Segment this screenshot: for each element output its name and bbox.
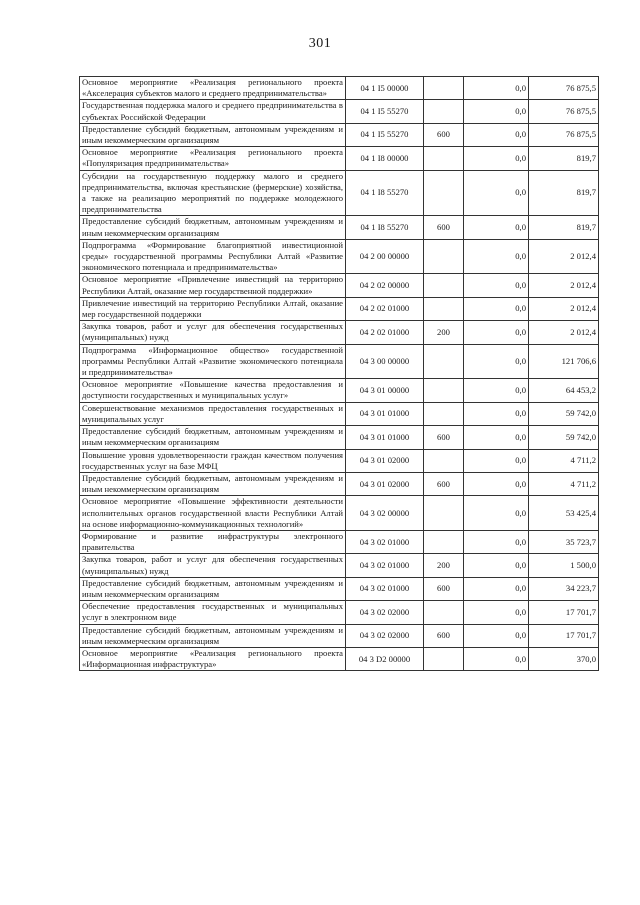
row-description: Привлечение инвестиций на территорию Республики Алтай, оказание мер государственной поддержки bbox=[80, 297, 346, 320]
row-value-2: 2 012,4 bbox=[529, 321, 599, 344]
row-code: 04 3 02 01000 bbox=[346, 577, 424, 600]
row-expense-type bbox=[424, 239, 464, 274]
table-row bbox=[80, 577, 599, 600]
row-value-2: 819,7 bbox=[529, 216, 599, 239]
row-value-2: 370,0 bbox=[529, 647, 599, 670]
table-row bbox=[80, 601, 599, 624]
row-expense-type bbox=[424, 170, 464, 216]
row-code: 04 2 02 00000 bbox=[346, 274, 424, 297]
row-value-2: 2 012,4 bbox=[529, 274, 599, 297]
row-value-1: 0,0 bbox=[464, 321, 529, 344]
row-value-1: 0,0 bbox=[464, 123, 529, 146]
row-code: 04 1 I8 00000 bbox=[346, 147, 424, 170]
row-value-2: 53 425,4 bbox=[529, 496, 599, 531]
row-expense-type: 600 bbox=[424, 123, 464, 146]
row-value-2: 59 742,0 bbox=[529, 426, 599, 449]
row-description: Основное мероприятие «Реализация регионального проекта «Акселерация субъектов малого и среднего предпринимательства» bbox=[80, 77, 346, 100]
row-expense-type bbox=[424, 379, 464, 402]
row-code: 04 3 01 00000 bbox=[346, 379, 424, 402]
row-expense-type: 200 bbox=[424, 554, 464, 577]
row-description: Основное мероприятие «Реализация регионального проекта «Популяризация предпринимательства» bbox=[80, 147, 346, 170]
row-value-2: 2 012,4 bbox=[529, 239, 599, 274]
row-value-1: 0,0 bbox=[464, 170, 529, 216]
row-expense-type: 600 bbox=[424, 624, 464, 647]
row-value-1: 0,0 bbox=[464, 297, 529, 320]
row-value-1: 0,0 bbox=[464, 379, 529, 402]
row-code: 04 3 02 01000 bbox=[346, 530, 424, 553]
row-description: Повышение уровня удовлетворенности граждан качеством получения государственных услуг на базе МФЦ bbox=[80, 449, 346, 472]
row-description: Обеспечение предоставления государственных и муниципальных услуг в электронном виде bbox=[80, 601, 346, 624]
row-description: Закупка товаров, работ и услуг для обеспечения государственных (муниципальных) нужд bbox=[80, 321, 346, 344]
row-description: Предоставление субсидий бюджетным, автономным учреждениям и иным некоммерческим организациям bbox=[80, 426, 346, 449]
table-row bbox=[80, 402, 599, 425]
row-expense-type bbox=[424, 274, 464, 297]
table-row bbox=[80, 379, 599, 402]
row-value-1: 0,0 bbox=[464, 344, 529, 379]
row-description: Предоставление субсидий бюджетным, автономным учреждениям и иным некоммерческим организациям bbox=[80, 123, 346, 146]
table-row bbox=[80, 274, 599, 297]
row-expense-type bbox=[424, 530, 464, 553]
row-description: Предоставление субсидий бюджетным, автономным учреждениям и иным некоммерческим организациям bbox=[80, 216, 346, 239]
table-row bbox=[80, 496, 599, 531]
row-value-2: 17 701,7 bbox=[529, 624, 599, 647]
row-value-1: 0,0 bbox=[464, 147, 529, 170]
row-code: 04 1 I5 55270 bbox=[346, 100, 424, 123]
row-value-2: 2 012,4 bbox=[529, 297, 599, 320]
table-row bbox=[80, 123, 599, 146]
row-code: 04 1 I5 00000 bbox=[346, 77, 424, 100]
row-code: 04 3 01 02000 bbox=[346, 472, 424, 495]
row-description: Основное мероприятие «Реализация регионального проекта «Информационная инфраструктура» bbox=[80, 647, 346, 670]
row-description: Предоставление субсидий бюджетным, автономным учреждениям и иным некоммерческим организациям bbox=[80, 577, 346, 600]
row-description: Подпрограмма «Формирование благоприятной инвестиционной среды» государственной программы Республики Алтай «Развитие экономического потенциала и предпринимательства» bbox=[80, 239, 346, 274]
row-code: 04 3 D2 00000 bbox=[346, 647, 424, 670]
table-row bbox=[80, 216, 599, 239]
page-number: 301 bbox=[308, 36, 332, 51]
table-row bbox=[80, 449, 599, 472]
row-code: 04 3 01 01000 bbox=[346, 402, 424, 425]
row-value-1: 0,0 bbox=[464, 216, 529, 239]
row-expense-type bbox=[424, 496, 464, 531]
row-value-1: 0,0 bbox=[464, 239, 529, 274]
table-row bbox=[80, 77, 599, 100]
row-value-2: 76 875,5 bbox=[529, 123, 599, 146]
row-value-1: 0,0 bbox=[464, 624, 529, 647]
row-value-1: 0,0 bbox=[464, 426, 529, 449]
row-description: Субсидии на государственную поддержку малого и среднего предпринимательства, включая крестьянские (фермерские) хозяйства, а также на реализацию мероприятий по поддержке молодежного предпринимательства bbox=[80, 170, 346, 216]
table-row bbox=[80, 170, 599, 216]
row-expense-type: 600 bbox=[424, 577, 464, 600]
row-value-1: 0,0 bbox=[464, 601, 529, 624]
row-expense-type: 600 bbox=[424, 472, 464, 495]
row-value-2: 76 875,5 bbox=[529, 100, 599, 123]
row-description: Совершенствование механизмов предоставления государственных и муниципальных услуг bbox=[80, 402, 346, 425]
row-value-1: 0,0 bbox=[464, 554, 529, 577]
row-description: Подпрограмма «Информационное общество» государственной программы Республики Алтай «Развитие экономического потенциала и предпринимательства» bbox=[80, 344, 346, 379]
row-value-1: 0,0 bbox=[464, 449, 529, 472]
row-expense-type bbox=[424, 344, 464, 379]
row-expense-type bbox=[424, 449, 464, 472]
row-code: 04 2 02 01000 bbox=[346, 297, 424, 320]
row-expense-type: 600 bbox=[424, 216, 464, 239]
row-value-2: 819,7 bbox=[529, 170, 599, 216]
table-row bbox=[80, 554, 599, 577]
row-code: 04 3 02 02000 bbox=[346, 624, 424, 647]
row-value-1: 0,0 bbox=[464, 402, 529, 425]
row-description: Формирование и развитие инфраструктуры электронного правительства bbox=[80, 530, 346, 553]
row-description: Закупка товаров, работ и услуг для обеспечения государственных (муниципальных) нужд bbox=[80, 554, 346, 577]
row-expense-type bbox=[424, 77, 464, 100]
row-expense-type bbox=[424, 100, 464, 123]
row-expense-type: 200 bbox=[424, 321, 464, 344]
row-code: 04 1 I5 55270 bbox=[346, 123, 424, 146]
row-value-2: 17 701,7 bbox=[529, 601, 599, 624]
row-expense-type bbox=[424, 647, 464, 670]
row-expense-type bbox=[424, 601, 464, 624]
table-row bbox=[80, 344, 599, 379]
row-value-1: 0,0 bbox=[464, 647, 529, 670]
row-description: Предоставление субсидий бюджетным, автономным учреждениям и иным некоммерческим организациям bbox=[80, 624, 346, 647]
row-description: Государственная поддержка малого и среднего предпринимательства в субъектах Российской Федерации bbox=[80, 100, 346, 123]
row-code: 04 2 00 00000 bbox=[346, 239, 424, 274]
table-row bbox=[80, 472, 599, 495]
budget-table bbox=[79, 76, 599, 671]
row-value-1: 0,0 bbox=[464, 77, 529, 100]
row-description: Предоставление субсидий бюджетным, автономным учреждениям и иным некоммерческим организациям bbox=[80, 472, 346, 495]
row-expense-type bbox=[424, 402, 464, 425]
row-value-2: 1 500,0 bbox=[529, 554, 599, 577]
table-row bbox=[80, 147, 599, 170]
row-code: 04 3 02 01000 bbox=[346, 554, 424, 577]
budget-table-body bbox=[80, 77, 599, 671]
row-code: 04 3 02 02000 bbox=[346, 601, 424, 624]
row-code: 04 1 I8 55270 bbox=[346, 216, 424, 239]
row-code: 04 1 I8 55270 bbox=[346, 170, 424, 216]
row-value-2: 819,7 bbox=[529, 147, 599, 170]
row-value-2: 121 706,6 bbox=[529, 344, 599, 379]
row-description: Основное мероприятие «Повышение качества предоставления и доступности государственных и муниципальных услуг» bbox=[80, 379, 346, 402]
row-value-2: 35 723,7 bbox=[529, 530, 599, 553]
row-value-1: 0,0 bbox=[464, 274, 529, 297]
table-row bbox=[80, 426, 599, 449]
row-value-1: 0,0 bbox=[464, 530, 529, 553]
row-value-1: 0,0 bbox=[464, 100, 529, 123]
row-description: Основное мероприятие «Повышение эффективности деятельности исполнительных органов государственной власти Республики Алтай на основе информационно-коммуникационных технологий» bbox=[80, 496, 346, 531]
row-value-1: 0,0 bbox=[464, 496, 529, 531]
row-value-2: 4 711,2 bbox=[529, 449, 599, 472]
row-code: 04 3 02 00000 bbox=[346, 496, 424, 531]
table-row bbox=[80, 100, 599, 123]
row-expense-type bbox=[424, 297, 464, 320]
row-value-2: 76 875,5 bbox=[529, 77, 599, 100]
row-expense-type: 600 bbox=[424, 426, 464, 449]
table-row bbox=[80, 321, 599, 344]
row-value-2: 34 223,7 bbox=[529, 577, 599, 600]
table-row bbox=[80, 297, 599, 320]
row-value-1: 0,0 bbox=[464, 577, 529, 600]
row-code: 04 2 02 01000 bbox=[346, 321, 424, 344]
table-row bbox=[80, 647, 599, 670]
table-row bbox=[80, 239, 599, 274]
row-value-2: 4 711,2 bbox=[529, 472, 599, 495]
row-expense-type bbox=[424, 147, 464, 170]
table-row bbox=[80, 530, 599, 553]
table-row bbox=[80, 624, 599, 647]
row-code: 04 3 01 01000 bbox=[346, 426, 424, 449]
row-code: 04 3 01 02000 bbox=[346, 449, 424, 472]
row-value-2: 59 742,0 bbox=[529, 402, 599, 425]
row-value-2: 64 453,2 bbox=[529, 379, 599, 402]
row-description: Основное мероприятие «Привлечение инвестиций на территорию Республики Алтай, оказание мер государственной поддержки» bbox=[80, 274, 346, 297]
row-value-1: 0,0 bbox=[464, 472, 529, 495]
row-code: 04 3 00 00000 bbox=[346, 344, 424, 379]
